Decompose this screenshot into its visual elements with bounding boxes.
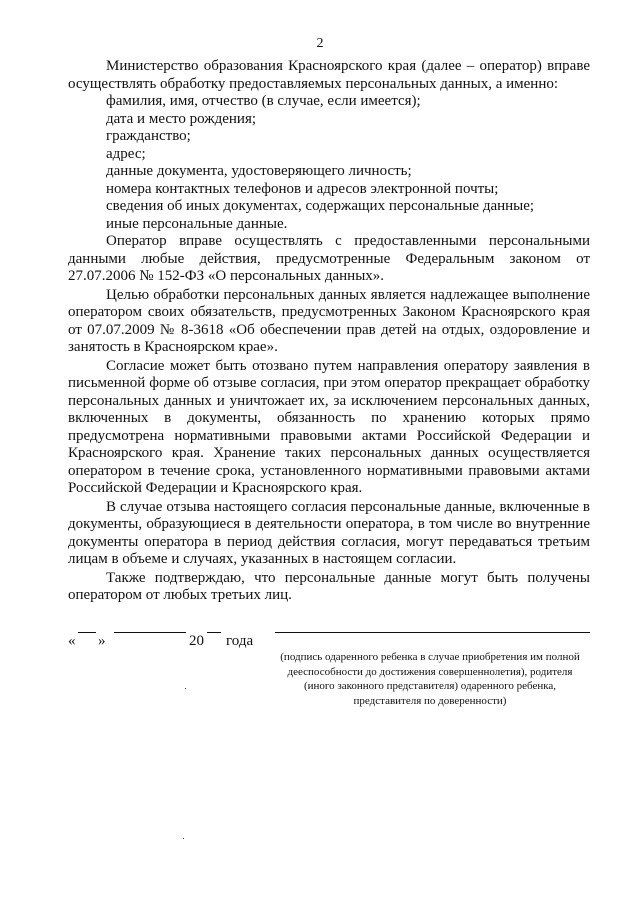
page-number: 2: [316, 36, 324, 51]
year-blank: [207, 632, 221, 633]
signature-blank: [275, 632, 590, 633]
list-item: адрес;: [106, 145, 146, 162]
day-blank: [78, 632, 96, 633]
personal-data-list: [68, 93, 590, 233]
purpose-paragraph: Целью обработки персональных данных является надлежащее выполнение оператором своих обязательств, предусмотренных Законом Красноярского края от 07.07.2009 № 8-3618 «Об обеспечении прав детей на отдых, оздоровление и занятость в Красноярском крае».: [68, 286, 590, 355]
signature-date-line: [68, 632, 590, 650]
transfer-paragraph: В случае отзыва настоящего согласия персональные данные, включенные в документы, образующиеся в деятельности оператора, в том числе во внутренние документы оператора в период действия согласия, могут передаваться третьим лицам в объеме и случаях, указанных в настоящем согласии.: [68, 498, 590, 567]
caption-line: дееспособности до достижения совершеннолетия), родителя: [287, 665, 573, 678]
intro-paragraph: Министерство образования Красноярского края (далее – оператор) вправе осуществлять обработку предоставляемых персональных данных, а именно:: [68, 58, 590, 92]
list-item: дата и место рождения;: [106, 110, 257, 127]
caption-line: представителя по доверенности): [353, 694, 507, 707]
list-item: гражданство;: [106, 128, 191, 144]
month-blank: [114, 632, 186, 633]
signature-caption: [270, 650, 590, 708]
third-parties-paragraph: Также подтверждаю, что персональные данные могут быть получены оператором от любых третьих лиц.: [68, 569, 590, 603]
list-item: фамилия, имя, отчество (в случае, если имеется);: [106, 93, 421, 109]
withdrawal-paragraph: Согласие может быть отозвано путем направления оператору заявления в письменной форме об отзыве согласия, при этом оператор прекращает обработку персональных данных и уничтожает их, за исключением персональных данных, включенных в документы, обязанность по хранению которых прямо предусмотрена нормативными правовыми актами Российской Федерации и Красноярского края. Хранение таких персональных данных осуществляется оператором в течение срока, установленного нормативными правовыми актами Российской Федерации и Красноярского края.: [68, 357, 590, 496]
list-item: номера контактных телефонов и адресов электронной почты;: [106, 180, 499, 197]
operator-rights-paragraph: Оператор вправе осуществлять с предоставленными персональными данными любые действия, предусмотренные Федеральным законом от 27.07.2006 № 152-ФЗ «О персональных данных».: [68, 233, 590, 284]
scan-speck: [183, 838, 184, 839]
open-quote: «: [68, 633, 76, 649]
list-item: данные документа, удостоверяющего личность;: [106, 163, 412, 179]
scan-speck: [185, 688, 186, 689]
year-prefix: 20: [189, 633, 204, 649]
list-item: сведения об иных документах, содержащих персональные данные;: [106, 198, 535, 214]
caption-line: (подпись одаренного ребенка в случае приобретения им полной: [280, 651, 580, 663]
close-quote: »: [98, 633, 106, 649]
year-word: года: [226, 633, 254, 649]
caption-line: (иного законного представителя) одаренного ребенка,: [303, 680, 557, 692]
list-item: иные персональные данные.: [106, 215, 288, 232]
consent-text: [68, 58, 590, 605]
